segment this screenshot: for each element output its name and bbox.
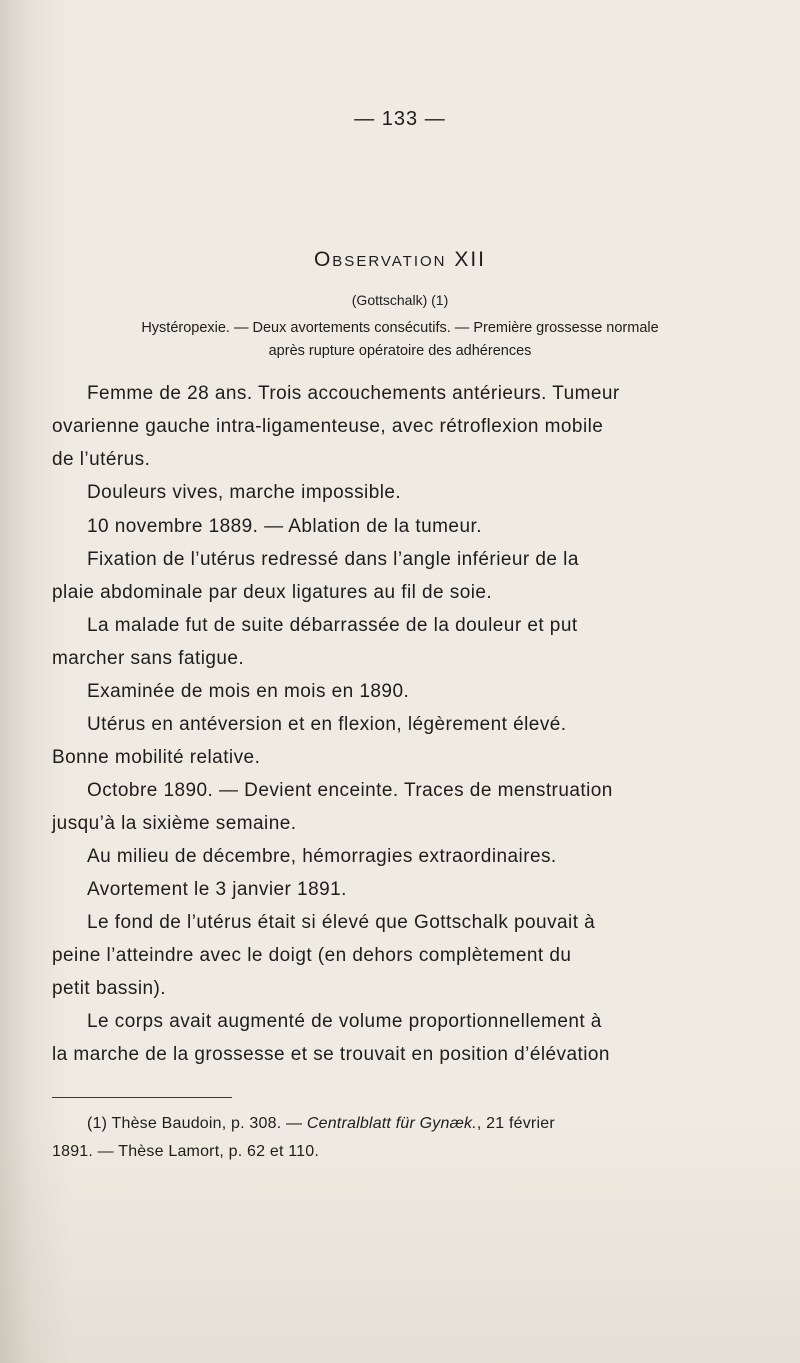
text-line: Au milieu de décembre, hémorragies extraordinaires. (87, 846, 557, 867)
text-line: 10 novembre 1889. — Ablation de la tumeur. (87, 516, 482, 537)
text-line: marcher sans fatigue. (52, 648, 245, 669)
text-line: jusqu’à la sixième semaine. (52, 813, 297, 834)
footnote-line (87, 1115, 555, 1133)
text-line: Bonne mobilité relative. (52, 747, 261, 768)
text-line: Femme de 28 ans. Trois accouchements antérieurs. Tumeur (87, 383, 620, 404)
text-line: Le corps avait augmenté de volume proportionnellement à (87, 1011, 602, 1032)
text-line: Octobre 1890. — Devient enceinte. Traces de menstruation (87, 780, 613, 801)
observation-title: Observation XII (313, 248, 487, 271)
text-line: de l’utérus. (52, 449, 151, 470)
footnote-line: 1891. — Thèse Lamort, p. 62 et 110. (52, 1143, 320, 1160)
text-line: la marche de la grossesse et se trouvait en position d’élévation (52, 1044, 610, 1065)
text-line: La malade fut de suite débarrassée de la douleur et put (87, 615, 578, 636)
text-line: ovarienne gauche intra-ligamenteuse, avec rétroflexion mobile (52, 416, 604, 437)
journal-title: Centralblatt für Gynæk. (306, 1115, 477, 1132)
source-reference: (Gottschalk) (1) (351, 292, 449, 308)
text-line: Avortement le 3 janvier 1891. (87, 879, 347, 900)
text-line: petit bassin). (52, 978, 167, 999)
text-line: Le fond de l’utérus était si élevé que Gottschalk pouvait à (87, 912, 596, 933)
summary-line: Hystéropexie. — Deux avortements consécutifs. — Première grossesse normale (141, 320, 659, 336)
text-line: Utérus en antéversion et en flexion, légèrement élevé. (87, 714, 567, 735)
footnote-text: , 21 février (476, 1115, 555, 1132)
text-line: plaie abdominale par deux ligatures au fil de soie. (52, 582, 493, 603)
text-line: Douleurs vives, marche impossible. (87, 482, 402, 503)
text-line: Fixation de l’utérus redressé dans l’angle inférieur de la (87, 549, 579, 570)
text-line: Examinée de mois en mois en 1890. (87, 681, 410, 702)
text-line: peine l’atteindre avec le doigt (en dehors complètement du (52, 945, 572, 966)
footnote-separator (52, 1097, 232, 1098)
summary-line: après rupture opératoire des adhérences (268, 343, 532, 359)
page-number: — 133 — (354, 108, 446, 130)
footnote-text: (1) Thèse Baudoin, p. 308. — (87, 1115, 307, 1132)
